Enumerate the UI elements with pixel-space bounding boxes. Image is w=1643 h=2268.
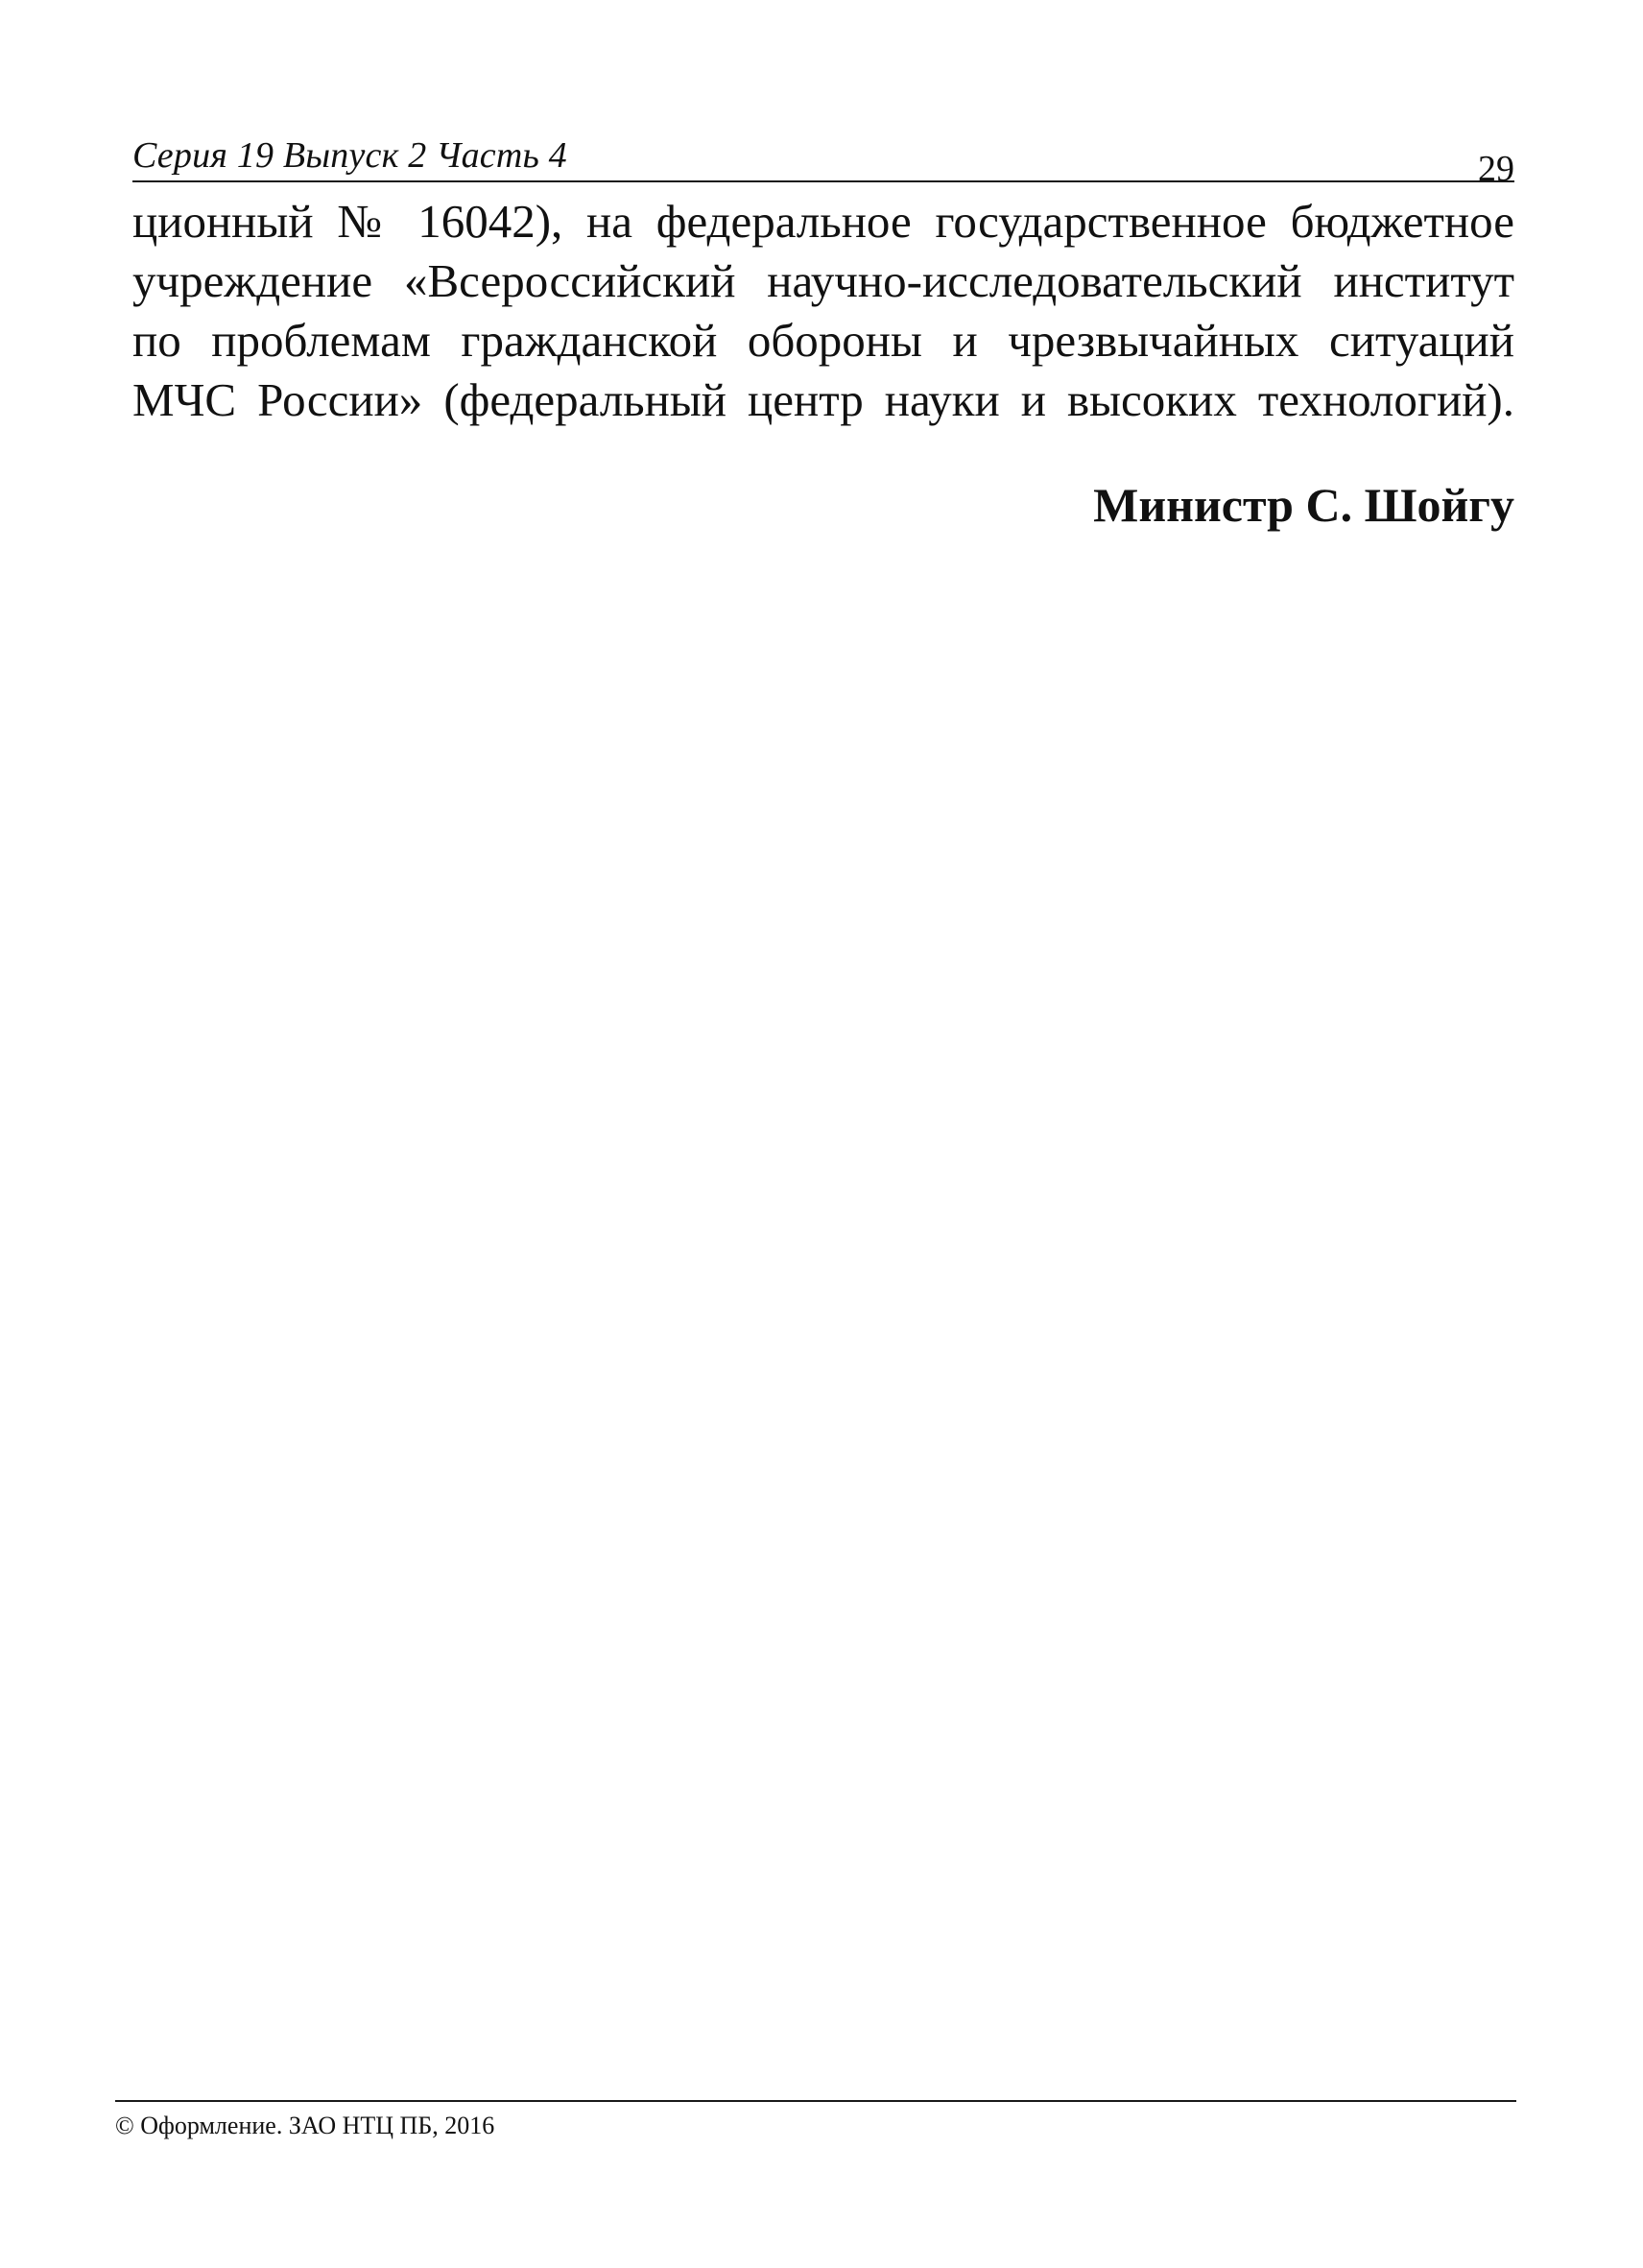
- footer-divider: [115, 2100, 1516, 2102]
- body-paragraph: [132, 192, 1514, 430]
- body-line: по проблемам гражданской обороны и чрезвычайных ситуаций: [132, 314, 1514, 367]
- page-number: 29: [1478, 149, 1514, 189]
- body-line: учреждение «Всероссийский научно-исследовательский институт: [132, 254, 1514, 307]
- signature: Министр С. Шойгу: [1093, 478, 1514, 532]
- footer-copyright: © Оформление. ЗАО НТЦ ПБ, 2016: [115, 2112, 495, 2139]
- body-line: ционный № 16042), на федеральное государственное бюджетное: [132, 195, 1514, 248]
- body-line: МЧС России» (федеральный центр науки и высоких технологий).: [132, 373, 1514, 426]
- header-series-info: Серия 19 Выпуск 2 Часть 4: [132, 135, 567, 176]
- running-header: [132, 131, 1514, 189]
